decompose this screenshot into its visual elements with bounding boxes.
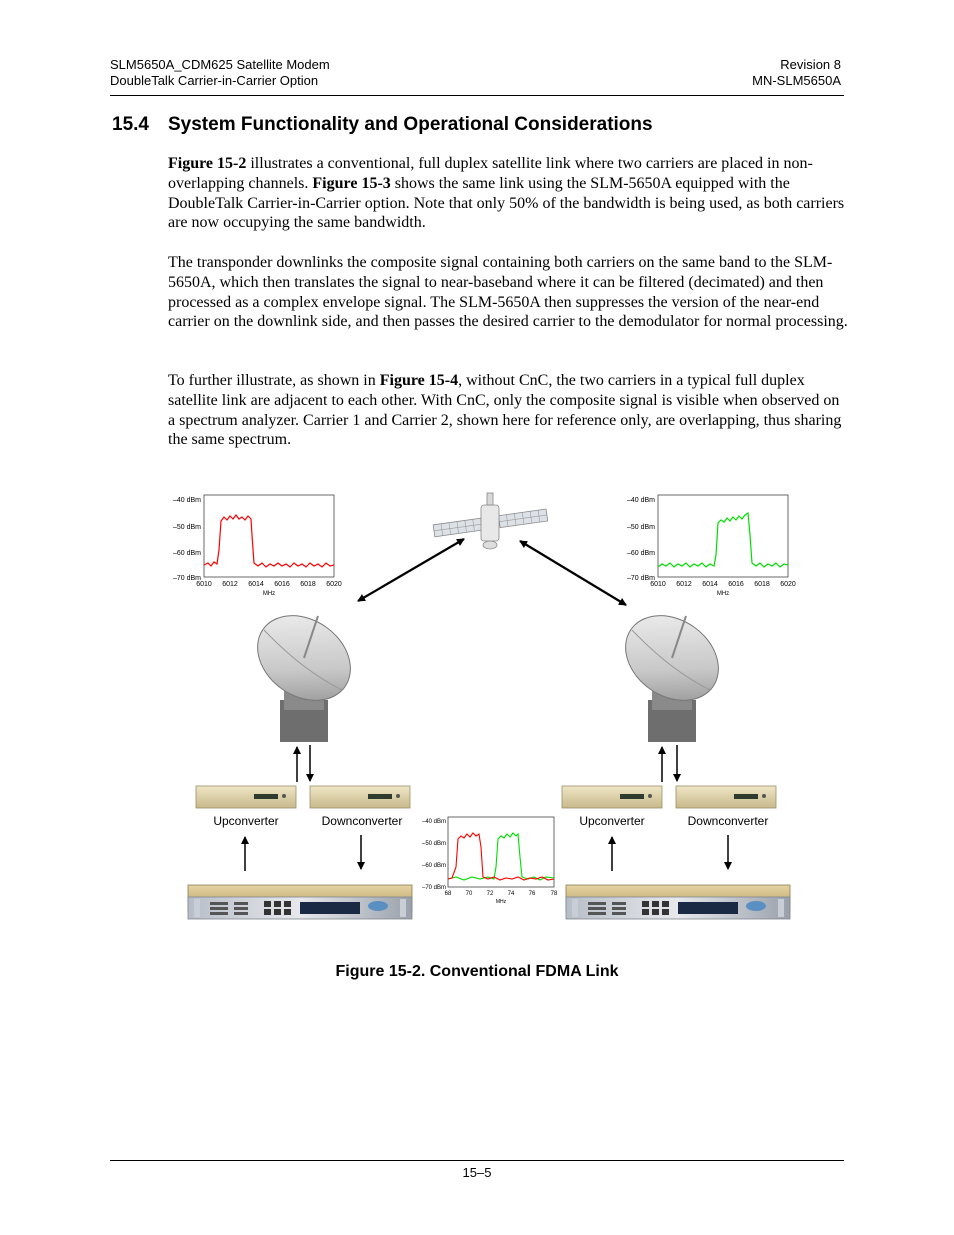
x-unit-label: MHz	[495, 899, 507, 905]
revision: Revision 8	[780, 57, 841, 72]
x-tick-label: 68	[444, 891, 452, 897]
upconverter-label: Upconverter	[213, 814, 279, 828]
x-tick-label: 6014	[702, 581, 718, 588]
y-tick-labels	[173, 497, 201, 582]
x-tick-label: 6010	[196, 581, 212, 588]
x-tick-label: 72	[486, 891, 494, 897]
y-tick-label: –70 dBm	[172, 575, 201, 582]
page-number: 15–5	[462, 1165, 492, 1180]
x-unit-label: MHz	[262, 591, 276, 597]
paragraph-3	[168, 371, 848, 450]
doc-subtitle: DoubleTalk Carrier-in-Carrier Option	[110, 73, 319, 88]
x-tick-label: 76	[528, 891, 536, 897]
x-tick-label: 78	[550, 891, 558, 897]
upconverter-label: Upconverter	[579, 814, 645, 828]
x-tick-label: 6010	[650, 581, 666, 588]
x-tick-labels	[196, 581, 342, 588]
y-tick-label: –60 dBm	[421, 863, 446, 869]
figure-caption: Figure 15-2. Conventional FDMA Link	[335, 963, 619, 980]
downconverter-label: Downconverter	[321, 814, 403, 828]
manual-number: MN-SLM5650A	[752, 73, 841, 88]
paragraph-text: illustrates a conventional, full duplex satellite link where two carriers are placed in non-overlapping channels.	[168, 155, 813, 192]
y-tick-label: –40 dBm	[172, 497, 201, 504]
header-left	[110, 57, 330, 89]
y-tick-labels	[627, 497, 655, 582]
x-tick-label: 6012	[676, 581, 692, 588]
paragraph-text: The transponder downlinks the composite signal containing both carriers on the same band to the SLM-5650A, which then translates the signal to near-baseband where it can be filtered (decimated) and then processed as a complex envelope signal. The SLM-5650A then suppresses the version of the near-end carrier on the downlink side, and then passes the desired carrier to the demodulator for normal processing.	[168, 254, 848, 331]
plot-frame	[448, 817, 554, 887]
x-tick-labels	[650, 581, 796, 588]
y-tick-label: –50 dBm	[421, 841, 446, 847]
header-right	[752, 57, 841, 89]
center-spectrum-plot	[422, 817, 558, 905]
paragraph-text: To further illustrate, as shown in	[168, 372, 380, 389]
y-tick-label: –60 dBm	[172, 550, 201, 557]
figure-ref[interactable]: Figure 15-3	[312, 174, 391, 192]
earth-station-dish-left	[241, 598, 367, 742]
x-unit-label: MHz	[716, 591, 730, 597]
section-heading	[112, 114, 653, 136]
upconverter-left	[196, 786, 296, 828]
fdma-link-diagram	[170, 475, 800, 935]
downconverter-right	[676, 786, 776, 828]
section-number: 15.4	[112, 114, 149, 135]
right-spectrum-plot	[627, 495, 796, 597]
left-spectrum-plot	[173, 495, 342, 597]
y-tick-label: –70 dBm	[421, 885, 446, 891]
figure-ref[interactable]: Figure 15-4	[379, 372, 459, 389]
doc-title: SLM5650A_CDM625 Satellite Modem	[110, 57, 330, 72]
modem-right	[566, 885, 790, 919]
y-tick-label: –60 dBm	[626, 550, 655, 557]
x-tick-label: 6012	[222, 581, 238, 588]
y-tick-label: –50 dBm	[172, 524, 201, 531]
x-tick-label: 70	[465, 891, 473, 897]
x-tick-label: 6016	[274, 581, 290, 588]
x-tick-label: 6014	[248, 581, 264, 588]
x-tick-label: 6020	[326, 581, 342, 588]
figure-ref[interactable]: Figure 15-2	[168, 155, 247, 172]
downconverter-left	[310, 786, 410, 828]
x-tick-label: 6018	[300, 581, 316, 588]
x-tick-label: 74	[507, 891, 515, 897]
paragraph-text: shows the same link using the SLM-5650A equipped with the DoubleTalk Carrier-in-Carrier option. Note that only 50% of the bandwidth is being used, as both carriers are now occupying the same bandwidth.	[168, 174, 845, 232]
paragraph-text: , without CnC, the two carriers in a typical full duplex satellite link are adjacent to each other. With CnC, only the composite signal is visible when observed on a spectrum analyzer. Carrier 1 and Carrier 2, shown here for reference only, are overlapping, thus sharing the same spectrum.	[168, 372, 842, 449]
y-tick-label: –50 dBm	[626, 524, 655, 531]
satellite-icon	[433, 493, 548, 549]
earth-station-dish-right	[609, 598, 735, 742]
x-tick-labels	[445, 891, 558, 897]
y-tick-label: –40 dBm	[421, 819, 446, 825]
y-tick-label: –40 dBm	[626, 497, 655, 504]
section-title: System Functionality and Operational Considerations	[168, 114, 653, 135]
upconverter-right	[562, 786, 662, 828]
link-arrow-left	[358, 539, 464, 601]
header-rule	[110, 95, 844, 96]
paragraph-2	[168, 253, 848, 332]
x-tick-label: 6020	[780, 581, 796, 588]
link-arrow-right	[520, 541, 626, 605]
footer-rule	[110, 1160, 844, 1161]
x-tick-label: 6016	[728, 581, 744, 588]
modem-left	[188, 885, 412, 919]
y-tick-label: –70 dBm	[626, 575, 655, 582]
x-tick-label: 6018	[754, 581, 770, 588]
paragraph-1	[168, 154, 848, 233]
y-tick-labels	[422, 819, 446, 891]
downconverter-label: Downconverter	[687, 814, 769, 828]
